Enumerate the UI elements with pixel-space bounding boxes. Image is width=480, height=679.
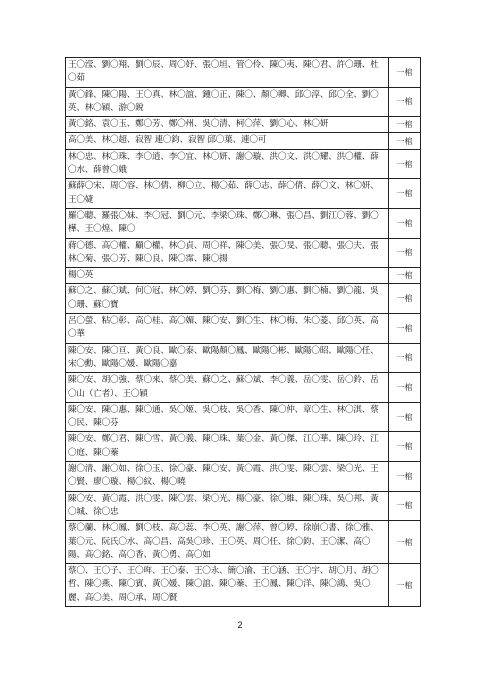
- unit-cell: 一棺: [389, 208, 421, 238]
- unit-cell: 一棺: [389, 373, 421, 403]
- names-table-body: [66, 58, 421, 607]
- table-row: [66, 149, 421, 179]
- names-cell: 羅〇聰、羅張〇妹、李〇冠、劉〇元、李梁〇珠、鄭〇琳、張〇昌、劉江〇蓉、劉〇樺、王〇煌、陳〇: [66, 208, 389, 238]
- names-table: [65, 57, 421, 607]
- unit-cell: 一棺: [389, 238, 421, 268]
- names-cell: 黃〇鋒、陳〇陽、王〇真、林〇誼、鍾〇正、陳〇、顏〇卿、邱〇淳、邱〇全、劉〇英、林〇穎、游〇銳: [66, 87, 389, 117]
- table-row: [66, 564, 421, 607]
- table-row: [66, 87, 421, 117]
- unit-cell: 一棺: [389, 268, 421, 284]
- names-cell: 陳〇安、黃〇霞、洪〇雯、陳〇雲、梁〇光、楊〇豪、徐〇維、陳〇珠、吳〇邦、黃〇城、徐〇忠: [66, 491, 389, 521]
- table-row: [66, 402, 421, 432]
- table-row: [66, 117, 421, 133]
- unit-cell: 一棺: [389, 58, 421, 88]
- page-number: 2: [237, 620, 243, 630]
- names-cell: 蘇〇之、蘇〇斌、何〇冠、林〇婷、劉〇芬、劉〇梅、劉〇惠、劉〇楠、劉〇龍、吳〇珊、蘇〇寶: [66, 284, 389, 314]
- names-cell: 楊〇英: [66, 268, 389, 284]
- names-cell: 黃〇銘、袁〇玉、鄭〇芳、鄭〇州、吳〇清、柯〇萍、劉〇心、林〇妍: [66, 117, 389, 133]
- unit-cell: 一棺: [389, 133, 421, 149]
- names-cell: 高〇美、林〇超、寂智 連〇鈞、寂智 邱〇葉、連〇可: [66, 133, 389, 149]
- unit-cell: 一棺: [389, 87, 421, 117]
- table-row: [66, 133, 421, 149]
- unit-cell: 一棺: [389, 284, 421, 314]
- table-row: [66, 58, 421, 88]
- names-cell: 王〇滢、劉〇翔、劉〇辰、周〇妤、張〇垣、管〇伶、陳〇夷、陳〇君、許〇珊、杜〇茹: [66, 58, 389, 88]
- table-row: [66, 521, 421, 564]
- table-row: [66, 491, 421, 521]
- table-row: [66, 179, 421, 209]
- names-cell: 蔡〇、王〇子、王〇哖、王〇泰、王〇永、簡〇渝、王〇涵、王〇宇、胡〇月、胡〇哲、陳〇燕、陳〇賓、黃〇媛、陳〇誼、陳〇蓁、王〇鳳、陳〇洋、陳〇鴻、吳〇麗、高〇美、周〇承、周〇賢: [66, 564, 389, 607]
- names-cell: 陳〇安、陳〇亘、黃〇良、歐〇泰、歐陽顏〇鳳、歐陽〇彬、歐陽〇昭、歐陽〇任、宋〇勳、歐陽〇媛、歐陽〇嘉: [66, 343, 389, 373]
- unit-cell: 一棺: [389, 491, 421, 521]
- table-row: [66, 238, 421, 268]
- table-row: [66, 284, 421, 314]
- unit-cell: 一棺: [389, 402, 421, 432]
- unit-cell: 一棺: [389, 179, 421, 209]
- names-cell: 蔡〇蘭、林〇鳳、劉〇枝、高〇蕊、李〇英、謝〇萍、曾〇婷、徐崩〇書、徐〇雅、葉〇元、阮氏〇水、高〇昌、高吳〇珍、王〇英、周〇任、徐〇鈞、王〇潔、高〇陽、高〇銘、高〇香、黃〇勇、高〇如: [66, 521, 389, 564]
- unit-cell: 一棺: [389, 314, 421, 344]
- table-row: [66, 462, 421, 492]
- unit-cell: 一棺: [389, 117, 421, 133]
- table-row: [66, 268, 421, 284]
- table-row: [66, 208, 421, 238]
- unit-cell: 一棺: [389, 521, 421, 564]
- names-cell: 蘇薛〇宋、周〇容、林〇倩、柳〇立、楊〇茹、薛〇志、薛〇倩、薛〇文、林〇妍、王〇婕: [66, 179, 389, 209]
- table-row: [66, 373, 421, 403]
- unit-cell: 一棺: [389, 432, 421, 462]
- unit-cell: 一棺: [389, 343, 421, 373]
- unit-cell: 一棺: [389, 149, 421, 179]
- table-row: [66, 432, 421, 462]
- names-cell: 呂〇螢、粘〇彰、高〇桂、高〇媚、陳〇安、劉〇生、林〇梅、朱〇菱、邱〇英、高〇華: [66, 314, 389, 344]
- unit-cell: 一棺: [389, 462, 421, 492]
- table-row: [66, 314, 421, 344]
- unit-cell: 一棺: [389, 564, 421, 607]
- names-cell: 謝〇清、謝〇如、徐〇玉、徐〇豪、陳〇安、黃〇霞、洪〇雯、陳〇雲、梁〇光、王〇賢、廖〇璇、楊〇紋、楊〇曉: [66, 462, 389, 492]
- names-cell: 陳〇安、陳〇惠、陳〇通、吳〇姬、吳〇枝、吳〇香、陳〇仲、章〇生、林〇淇、蔡〇民、陳〇芬: [66, 402, 389, 432]
- names-cell: 蔣〇德、高〇權、顧〇權、林〇貞、周〇祥、陳〇美、張〇旻、張〇聰、張〇夫、張林〇菊、張〇芳、陳〇良、陳〇霈、陳〇揚: [66, 238, 389, 268]
- names-cell: 陳〇安、鄭〇君、陳〇雪、黃〇義、陳〇珠、葉〇金、黃〇傑、江〇華、陳〇玲、江〇庭、陳〇蓁: [66, 432, 389, 462]
- names-cell: 陳〇安、胡〇強、蔡〇來、蔡〇美、蘇〇之、蘇〇斌、李〇義、岳〇雯、岳〇鈴、岳〇山（亡者）、王〇穎: [66, 373, 389, 403]
- table-row: [66, 343, 421, 373]
- names-cell: 林〇忠、林〇珠、李〇逍、李〇宜、林〇妍、謝〇璇、洪〇文、洪〇耀、洪〇權、薛〇水、薛曾〇娥: [66, 149, 389, 179]
